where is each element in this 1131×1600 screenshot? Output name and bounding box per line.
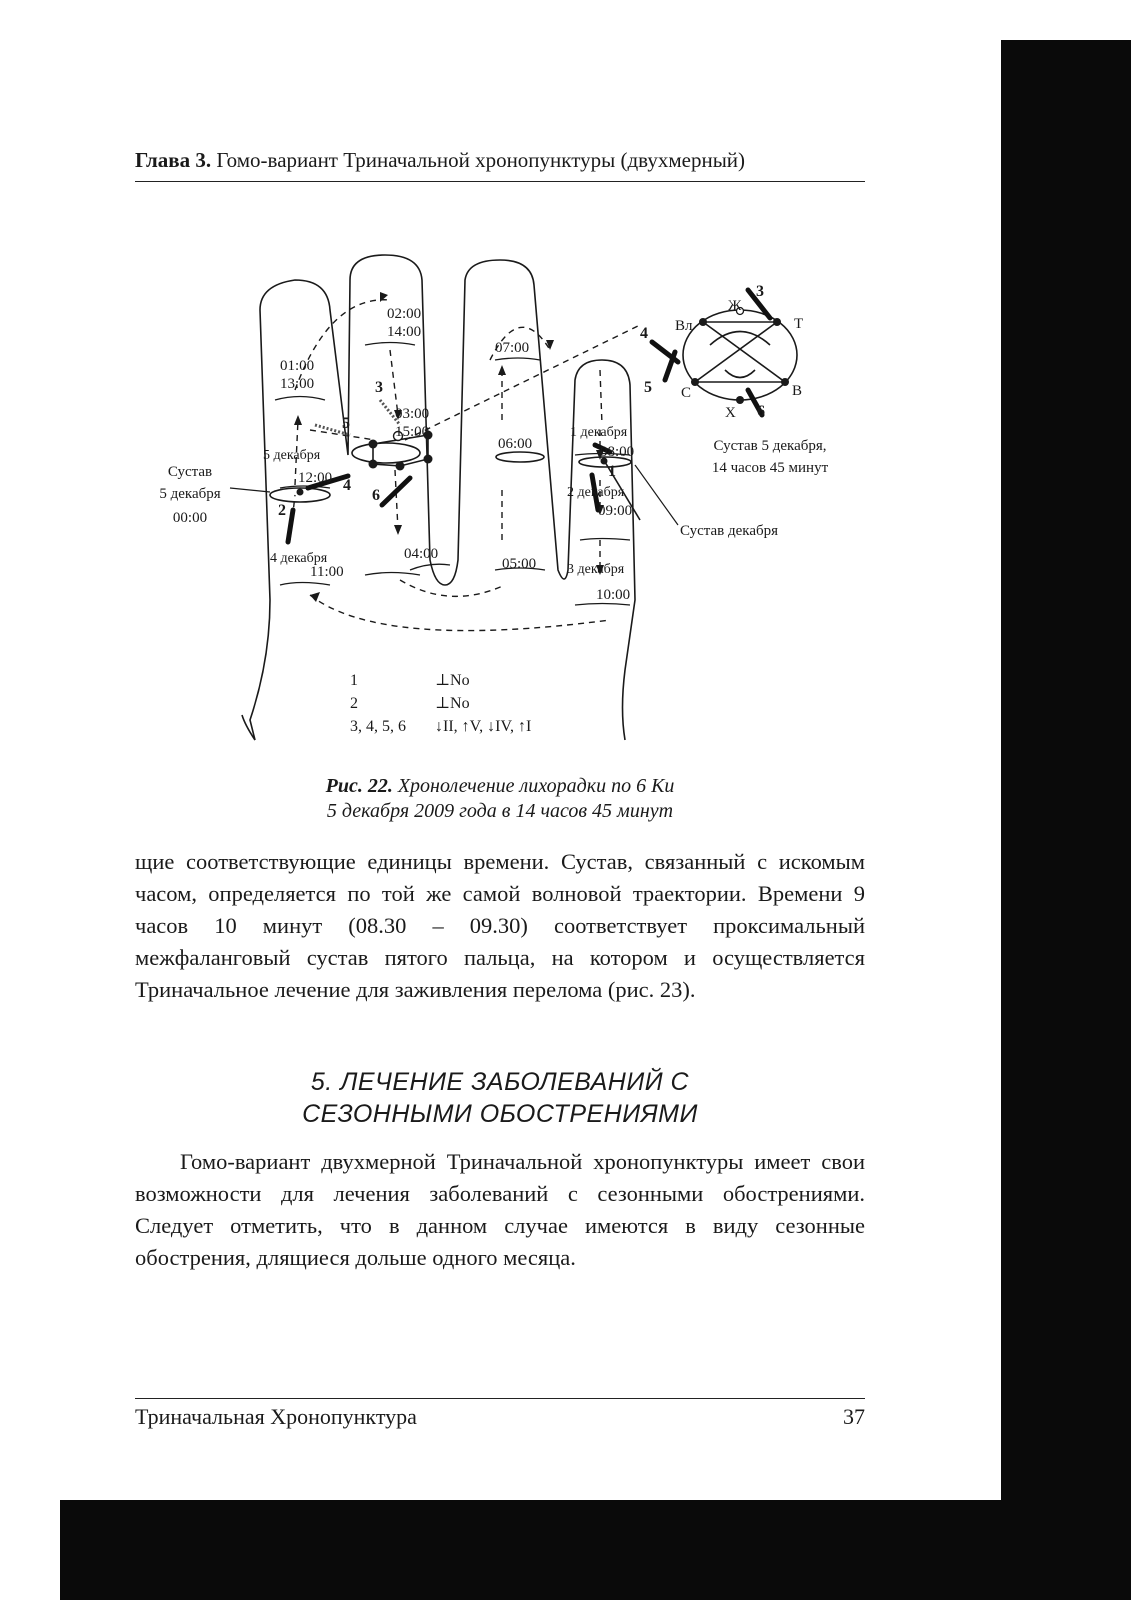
needle-number: 4 — [640, 325, 648, 342]
diagram-letter: Вл — [675, 318, 693, 334]
legend-number: 1 — [350, 672, 358, 689]
time-label: 04:00 — [404, 546, 439, 562]
time-label: 06:00 — [498, 436, 533, 452]
legend-number: 3, 4, 5, 6 — [350, 718, 406, 735]
diagram-letter: В — [792, 383, 803, 399]
needle-number: 3 — [756, 283, 764, 300]
left-joint-label: 5 декабря — [159, 486, 221, 502]
section-heading-line-2: СЕЗОННЫМИ ОБОСТРЕНИЯМИ — [302, 1100, 698, 1128]
needle-number: 3 — [375, 379, 383, 396]
joint-december-label: Сустав декабря — [680, 523, 779, 539]
diagram-letter: Ж — [728, 298, 742, 314]
needle-number: 5 — [342, 415, 350, 432]
time-label: 03:00 — [395, 406, 430, 422]
diagram-letter: Х — [725, 405, 736, 421]
running-footer-title: Триначальная Хронопунктура — [135, 1404, 417, 1429]
caption-line-2: 5 декабря 2009 года в 14 часов 45 минут — [326, 800, 674, 822]
right-joint-label: 14 часов 45 минут — [711, 460, 829, 476]
figure-caption — [200, 774, 800, 824]
date-label: 1 декабря — [570, 425, 628, 440]
needle-number: 6 — [757, 403, 765, 420]
legend-number: 2 — [350, 695, 358, 712]
diagram-letter: С — [681, 385, 692, 401]
time-label: 11:00 — [310, 564, 344, 580]
needle-number: 1 — [608, 463, 616, 480]
needle-number: 4 — [343, 477, 351, 494]
time-label: 15:00 — [395, 424, 430, 440]
right-joint-label: Сустав 5 декабря, — [713, 438, 827, 454]
diagram-letter: Т — [794, 316, 804, 332]
time-label: 14:00 — [387, 324, 422, 340]
time-label: 05:00 — [502, 556, 537, 572]
date-label: 5 декабря — [263, 448, 321, 463]
date-label: 2 декабря — [567, 485, 625, 500]
time-label: 13:00 — [280, 376, 315, 392]
scan-border-right — [1001, 40, 1131, 1600]
running-header — [135, 148, 865, 173]
time-label: 08:00 — [600, 444, 635, 460]
section-heading-line-1: 5. ЛЕЧЕНИЕ ЗАБОЛЕВАНИЙ С — [310, 1068, 690, 1096]
hand-diagram-figure — [130, 240, 870, 760]
legend-value: ⊥No — [435, 672, 470, 689]
date-label: 4 декабря — [270, 551, 328, 566]
section-heading — [200, 1066, 800, 1130]
time-label: 02:00 — [387, 306, 422, 322]
paragraph-1: щие соответствующие единицы времени. Сустав, связанный с искомым часом, определяется по той же самой волновой траектории. Времени 9 часов 10 минут (08.30 – 09.30) соответствует проксимальный межфаланговый сустав пятого пальца, на котором и осуществляется Триначальное лечение для заживления перелома (рис. 23). — [135, 849, 865, 1002]
needle-number: 2 — [278, 502, 286, 519]
needle-number: 6 — [372, 487, 380, 504]
left-joint-label: Сустав — [167, 464, 213, 480]
caption-title: Хронолечение лихорадки по 6 Ки — [392, 775, 675, 797]
time-label: 09:00 — [598, 503, 633, 519]
footer-rule — [135, 1398, 865, 1399]
time-label: 12:00 — [298, 470, 333, 486]
needle-number: 5 — [644, 379, 652, 396]
legend-value: ↓II, ↑V, ↓IV, ↑I — [435, 718, 532, 735]
paragraph-2-text: Гомо-вариант двухмерной Триначальной хронопунктуры имеет свои возможности для лечения заболеваний с сезонными обострениями. Следует отметить, что в данном случае имеются в виду сезонные обострения, длящиеся дольше одного месяца. — [135, 1149, 865, 1270]
chapter-number: Глава 3. — [135, 148, 212, 172]
left-joint-label: 00:00 — [172, 510, 208, 526]
header-rule — [135, 181, 865, 182]
date-label: 3 декабря — [567, 562, 625, 577]
figure-number: Рис. 22. — [325, 775, 393, 797]
time-label: 10:00 — [596, 587, 631, 603]
caption-line-1 — [200, 774, 800, 799]
chapter-title: Гомо-вариант Триначальной хронопунктуры (двухмерный) — [211, 148, 746, 172]
paragraph-2 — [135, 1146, 865, 1274]
time-label: 01:00 — [280, 358, 315, 374]
page-number: 37 — [843, 1404, 865, 1429]
legend-value: ⊥No — [435, 695, 470, 712]
time-label: 07:00 — [495, 340, 530, 356]
scan-border-bottom — [60, 1500, 1131, 1600]
